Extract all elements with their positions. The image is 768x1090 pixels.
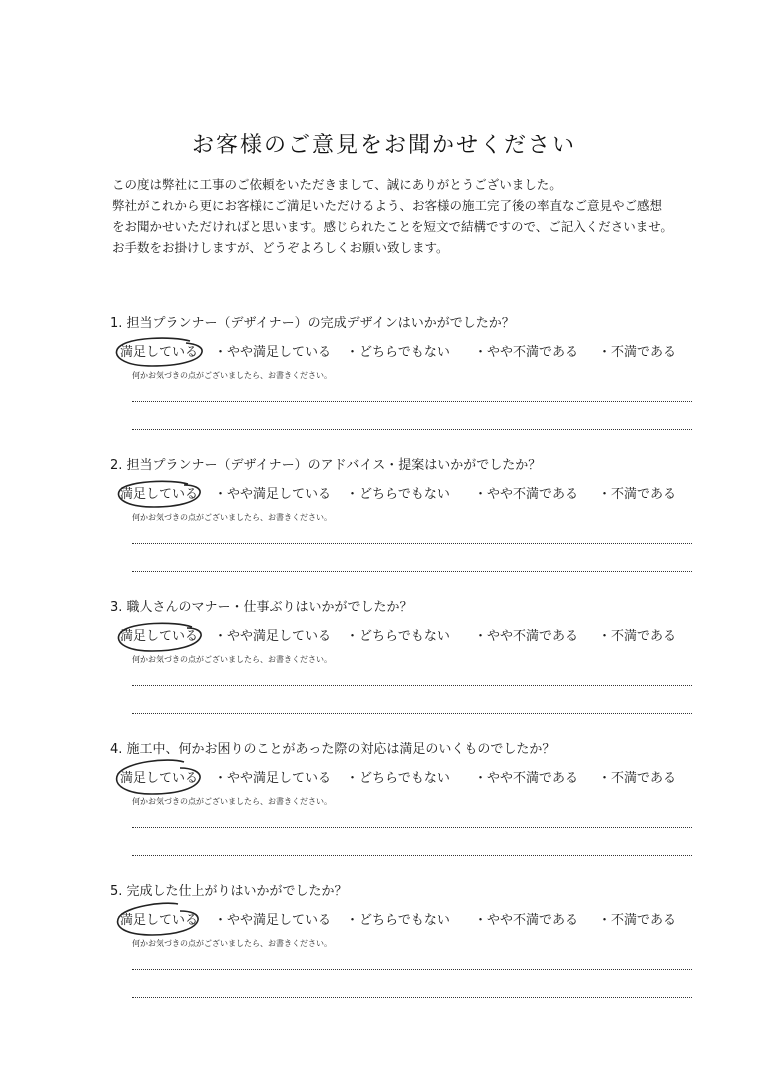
answer-options xyxy=(110,626,710,652)
option-dissatisfied[interactable]: ・不満である xyxy=(598,771,677,786)
page-title: お客様のご意見をお聞かせください xyxy=(191,133,576,158)
answer-options xyxy=(110,768,710,794)
comment-line[interactable] xyxy=(132,685,692,686)
comment-line[interactable] xyxy=(132,429,692,430)
question-3 xyxy=(110,598,710,714)
option-somewhat-dissatisfied[interactable]: ・やや不満である xyxy=(474,345,579,360)
option-neutral[interactable]: ・どちらでもない xyxy=(346,487,450,502)
option-somewhat-dissatisfied[interactable]: ・やや不満である xyxy=(474,487,579,502)
option-neutral[interactable]: ・どちらでもない xyxy=(346,345,450,360)
option-neutral[interactable]: ・どちらでもない xyxy=(346,771,450,786)
option-somewhat-dissatisfied[interactable]: ・やや不満である xyxy=(474,629,579,644)
question-text: 2. 担当プランナー（デザイナー）のアドバイス・提案はいかがでしたか？ xyxy=(110,458,542,473)
option-somewhat-satisfied[interactable]: ・やや満足している xyxy=(214,913,332,928)
comment-line[interactable] xyxy=(132,855,692,856)
intro-text xyxy=(112,174,712,258)
comment-line[interactable] xyxy=(132,571,692,572)
option-neutral[interactable]: ・どちらでもない xyxy=(346,629,450,644)
question-2 xyxy=(110,456,710,572)
comment-line[interactable] xyxy=(132,401,692,402)
option-satisfied[interactable] xyxy=(120,626,198,648)
answer-options xyxy=(110,342,710,368)
option-satisfied[interactable] xyxy=(120,342,198,364)
option-label: 満足している xyxy=(120,629,199,644)
option-label: 満足している xyxy=(120,771,199,786)
option-dissatisfied[interactable]: ・不満である xyxy=(598,487,677,502)
intro-line: この度は弊社に工事のご依頼をいただきまして、誠にありがとうございました。 xyxy=(112,177,562,192)
comment-hint: 何かお気づきの点がございましたら、お書きください。 xyxy=(132,513,332,522)
comment-line[interactable] xyxy=(132,543,692,544)
option-dissatisfied[interactable]: ・不満である xyxy=(598,629,677,644)
option-satisfied[interactable] xyxy=(120,910,198,932)
comment-hint: 何かお気づきの点がございましたら、お書きください。 xyxy=(132,371,332,380)
answer-options xyxy=(110,910,710,936)
option-somewhat-dissatisfied[interactable]: ・やや不満である xyxy=(474,771,579,786)
option-neutral[interactable]: ・どちらでもない xyxy=(346,913,450,928)
option-label: 満足している xyxy=(120,913,199,928)
option-satisfied[interactable] xyxy=(120,484,198,506)
answer-options xyxy=(110,484,710,510)
comment-line[interactable] xyxy=(132,827,692,828)
comment-line[interactable] xyxy=(132,997,692,998)
question-text: 3. 職人さんのマナー・仕事ぶりはいかがでしたか？ xyxy=(110,600,413,615)
comment-line[interactable] xyxy=(132,713,692,714)
option-somewhat-satisfied[interactable]: ・やや満足している xyxy=(214,487,332,502)
question-text: 1. 担当プランナー（デザイナー）の完成デザインはいかがでしたか？ xyxy=(110,316,515,331)
option-dissatisfied[interactable]: ・不満である xyxy=(598,345,677,360)
comment-hint: 何かお気づきの点がございましたら、お書きください。 xyxy=(132,655,332,664)
comment-hint: 何かお気づきの点がございましたら、お書きください。 xyxy=(132,939,332,948)
question-4 xyxy=(110,740,710,856)
intro-line: 弊社がこれから更にお客様にご満足いただけるよう、お客様の施工完了後の率直なご意見やご感想 xyxy=(112,198,663,213)
intro-line: お手数をお掛けしますが、どうぞよろしくお願い致します。 xyxy=(112,240,449,255)
option-satisfied[interactable] xyxy=(120,768,198,790)
question-text: 5. 完成した仕上がりはいかがでしたか？ xyxy=(110,884,348,899)
comment-hint: 何かお気づきの点がございましたら、お書きください。 xyxy=(132,797,332,806)
question-text: 4. 施工中、何かお困りのことがあった際の対応は満足のいくものでしたか？ xyxy=(110,742,556,757)
option-somewhat-satisfied[interactable]: ・やや満足している xyxy=(214,345,332,360)
comment-line[interactable] xyxy=(132,969,692,970)
option-dissatisfied[interactable]: ・不満である xyxy=(598,913,677,928)
question-1 xyxy=(110,314,710,430)
intro-line: をお聞かせいただければと思います。感じられたことを短文で結構ですので、ご記入くださいませ。 xyxy=(112,219,673,234)
question-5 xyxy=(110,882,710,998)
option-label: 満足している xyxy=(120,345,199,360)
option-somewhat-dissatisfied[interactable]: ・やや不満である xyxy=(474,913,579,928)
option-somewhat-satisfied[interactable]: ・やや満足している xyxy=(214,771,332,786)
option-label: 満足している xyxy=(120,487,199,502)
option-somewhat-satisfied[interactable]: ・やや満足している xyxy=(214,629,332,644)
